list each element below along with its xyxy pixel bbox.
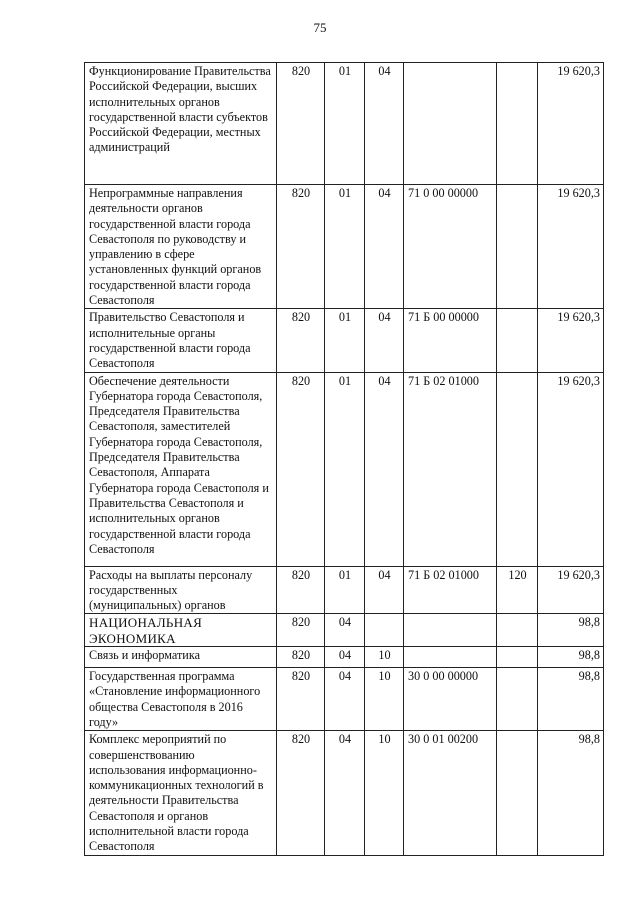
table-row	[85, 372, 604, 566]
ved-code-cell: 820	[277, 731, 325, 855]
page-number: 75	[313, 20, 327, 35]
subsection-code-cell: 04	[365, 185, 404, 309]
expense-type-cell	[497, 185, 538, 309]
amount-cell: 19 620,3	[538, 185, 604, 309]
table-row	[85, 731, 604, 855]
section-code-cell: 01	[325, 566, 365, 614]
table-row	[85, 63, 604, 185]
section-code-cell: 01	[325, 185, 365, 309]
subsection-code-cell: 04	[365, 372, 404, 566]
section-code-cell: 01	[325, 309, 365, 372]
subsection-code-cell: 10	[365, 668, 404, 731]
ved-code-cell: 820	[277, 63, 325, 185]
subsection-code-cell	[365, 614, 404, 647]
section-code-cell: 04	[325, 647, 365, 668]
subsection-code-cell: 04	[365, 309, 404, 372]
section-code-cell: 01	[325, 372, 365, 566]
table-row	[85, 566, 604, 614]
row-name-cell: Связь и информатика	[85, 647, 277, 668]
section-code-cell: 01	[325, 63, 365, 185]
ved-code-cell: 820	[277, 566, 325, 614]
subsection-code-cell: 04	[365, 63, 404, 185]
target-article-cell	[404, 614, 497, 647]
expense-type-cell	[497, 63, 538, 185]
table-row	[85, 647, 604, 668]
row-name-cell: Государственная программа «Становление информационного общества Севастополя в 2016 году»	[85, 668, 277, 731]
target-article-cell: 30 0 00 00000	[404, 668, 497, 731]
expense-type-cell	[497, 731, 538, 855]
subsection-code-cell: 04	[365, 566, 404, 614]
expense-type-cell	[497, 309, 538, 372]
table-row	[85, 185, 604, 309]
amount-cell: 98,8	[538, 731, 604, 855]
amount-cell: 19 620,3	[538, 309, 604, 372]
budget-table	[84, 62, 604, 856]
target-article-cell	[404, 647, 497, 668]
target-article-cell	[404, 63, 497, 185]
ved-code-cell: 820	[277, 372, 325, 566]
row-name-cell: НАЦИОНАЛЬНАЯ ЭКОНОМИКА	[85, 614, 277, 647]
row-name-cell: Расходы на выплаты персоналу государственных (муниципальных) органов	[85, 566, 277, 614]
table-row	[85, 668, 604, 731]
ved-code-cell: 820	[277, 309, 325, 372]
amount-cell: 19 620,3	[538, 372, 604, 566]
expense-type-cell	[497, 668, 538, 731]
target-article-cell: 71 Б 02 01000	[404, 566, 497, 614]
target-article-cell: 71 Б 02 01000	[404, 372, 497, 566]
section-code-cell: 04	[325, 614, 365, 647]
budget-table-body	[85, 63, 604, 856]
expense-type-cell	[497, 372, 538, 566]
expense-type-cell: 120	[497, 566, 538, 614]
subsection-code-cell: 10	[365, 647, 404, 668]
amount-cell: 98,8	[538, 614, 604, 647]
row-name-cell: Правительство Севастополя и исполнительные органы государственной власти города Севастополя	[85, 309, 277, 372]
amount-cell: 98,8	[538, 668, 604, 731]
amount-cell: 19 620,3	[538, 63, 604, 185]
section-code-cell: 04	[325, 668, 365, 731]
table-row	[85, 614, 604, 647]
target-article-cell: 71 0 00 00000	[404, 185, 497, 309]
target-article-cell: 30 0 01 00200	[404, 731, 497, 855]
subsection-code-cell: 10	[365, 731, 404, 855]
row-name-cell: Обеспечение деятельности Губернатора города Севастополя, Председателя Правительства Севастополя, заместителей Губернатора города Севастополя, Председателя Правительства Севастополя, Аппарата Губернатора города Севастополя и Правительства Севастополя и исполнительных органов государственной власти города Севастополя	[85, 372, 277, 566]
ved-code-cell: 820	[277, 614, 325, 647]
table-row	[85, 309, 604, 372]
row-name-cell: Непрограммные направления деятельности органов государственной власти города Севастополя по руководству и управлению в сфере установленных функций органов государственной власти города Севастополя	[85, 185, 277, 309]
section-code-cell: 04	[325, 731, 365, 855]
row-name-cell: Комплекс мероприятий по совершенствованию использования информационно-коммуникационных технологий в деятельности Правительства Севастополя и органов исполнительной власти города Севастополя	[85, 731, 277, 855]
ved-code-cell: 820	[277, 185, 325, 309]
amount-cell: 19 620,3	[538, 566, 604, 614]
expense-type-cell	[497, 614, 538, 647]
ved-code-cell: 820	[277, 647, 325, 668]
expense-type-cell	[497, 647, 538, 668]
target-article-cell: 71 Б 00 00000	[404, 309, 497, 372]
ved-code-cell: 820	[277, 668, 325, 731]
amount-cell: 98,8	[538, 647, 604, 668]
row-name-cell: Функционирование Правительства Российской Федерации, высших исполнительных органов государственной власти субъектов Российской Федерации, местных администраций	[85, 63, 277, 185]
